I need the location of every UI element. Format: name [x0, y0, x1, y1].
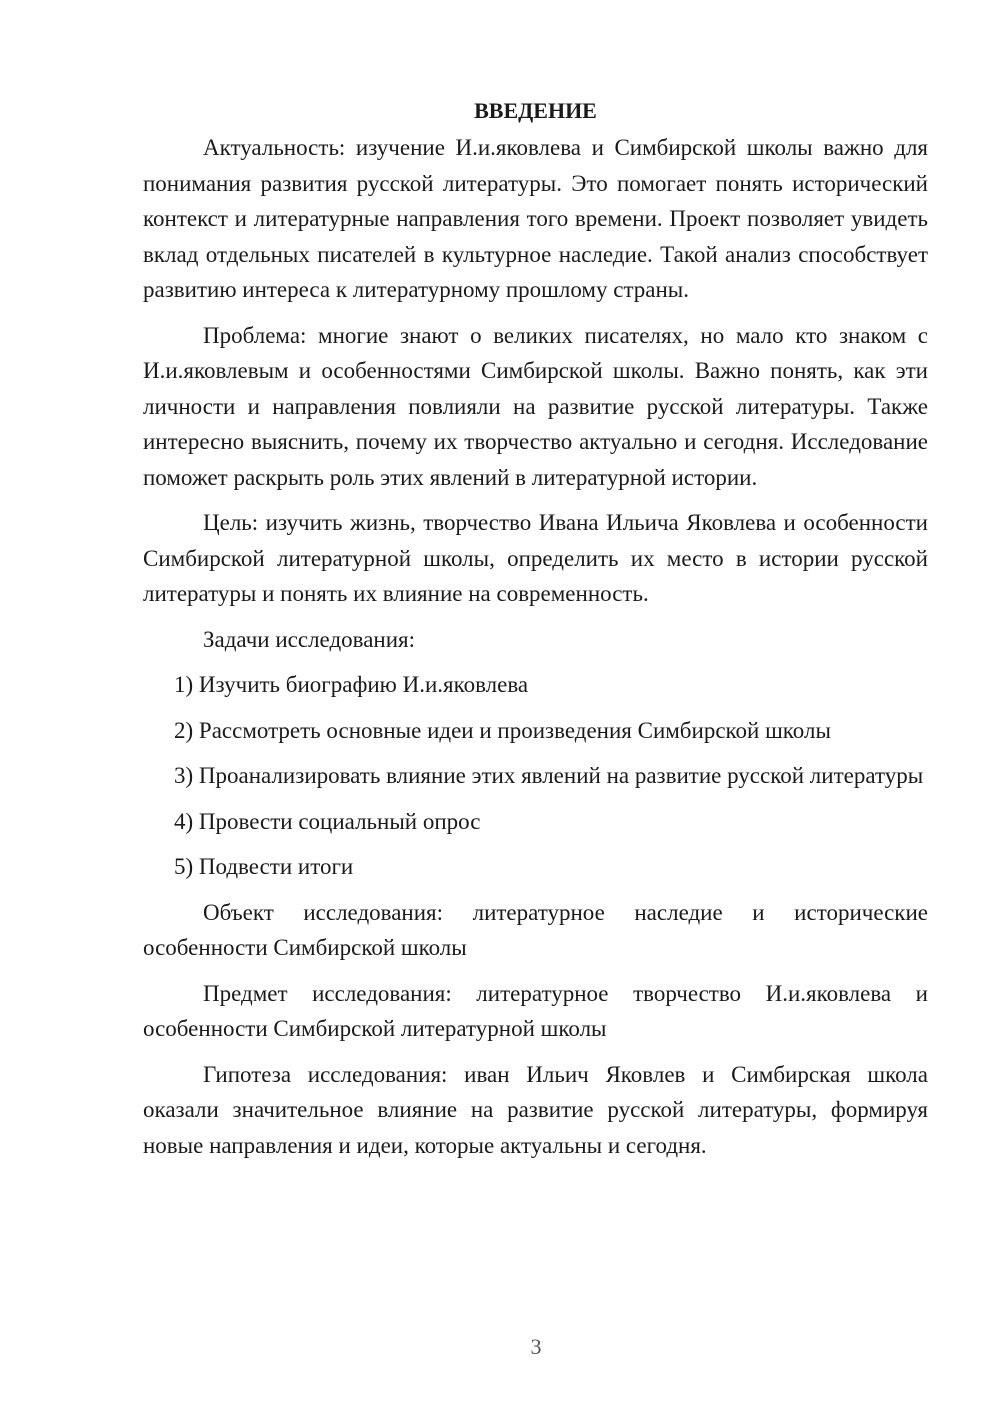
paragraph-goal: Цель: изучить жизнь, творчество Ивана Ильича Яковлева и особенности Симбирской литературной школы, определить их место в истории русской литературы и понять их влияние на современность.: [143, 510, 928, 606]
task-item-1: 1) Изучить биографию И.и.яковлева: [174, 672, 529, 697]
paragraph-relevance: Актуальность: изучение И.и.яковлева и Симбирской школы важно для понимания развития русской литературы. Это помогает понять исторический контекст и литературные направления того времени. Проект позволяет увидеть вклад отдельных писателей в культурное наследие. Такой анализ способствует развитию интереса к литературному прошлому страны.: [143, 135, 928, 302]
page-title: ВВЕДЕНИЕ: [474, 98, 597, 123]
page-content: [143, 93, 928, 1173]
task-item-2: 2) Рассмотреть основные идеи и произведения Симбирской школы: [174, 717, 831, 743]
paragraph-object: Объект исследования: литературное наследие и исторические особенности Симбирской школы: [143, 899, 928, 960]
paragraph-subject: Предмет исследования: литературное творчество И.и.яковлева и особенности Симбирской литературной школы: [143, 980, 928, 1041]
paragraph-problem: Проблема: многие знают о великих писателях, но мало кто знаком с И.и.яковлевым и особенностями Симбирской школы. Важно понять, как эти личности и направления повлияли на развитие русской литературы. Также интересно выяснить, почему их творчество актуально и сегодня. Исследование поможет раскрыть роль этих явлений в литературной истории.: [143, 322, 928, 490]
task-item-4: 4) Провести социальный опрос: [174, 808, 481, 834]
paragraph-hypothesis: Гипотеза исследования: иван Ильич Яковлев и Симбирская школа оказали значительное влияние на развитие русской литературы, формируя новые направления и идеи, которые актуальны и сегодня.: [143, 1061, 928, 1158]
task-item-5: 5) Подвести итоги: [174, 854, 354, 879]
tasks-heading: Задачи исследования:: [203, 626, 416, 652]
page-number: 3: [530, 1334, 542, 1359]
task-item-3: 3) Проанализировать влияние этих явлений на развитие русской литературы: [174, 763, 924, 788]
